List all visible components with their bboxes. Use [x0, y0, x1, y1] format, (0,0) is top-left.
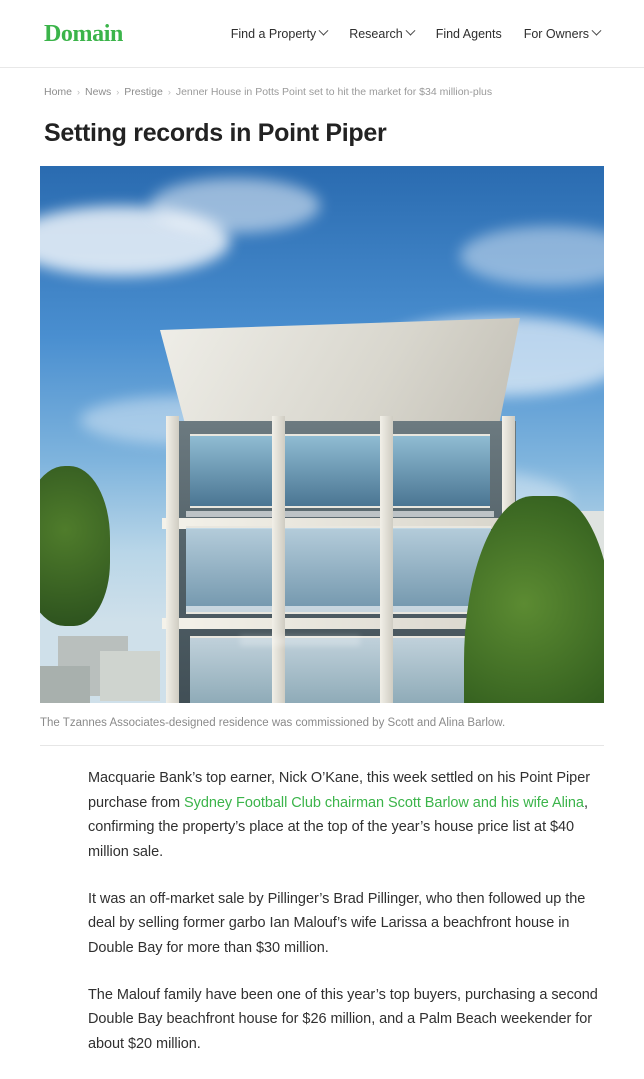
structural-column — [380, 416, 393, 703]
breadcrumb-item-news[interactable]: News — [85, 86, 112, 98]
breadcrumb-item-current[interactable]: Jenner House in Potts Point set to hit the market for $34 million-plus — [175, 86, 493, 98]
chevron-down-icon — [405, 26, 415, 36]
paragraph-text: Macquarie Bank’s top earner, Nick O’Kane, this week settled on his Point Piper purchase from — [88, 770, 590, 811]
upper-floor-glazing — [190, 434, 490, 508]
domain-logo[interactable]: Domain — [44, 20, 123, 47]
nav-item-find-a-property[interactable] — [231, 27, 327, 41]
nav-label: Find Agents — [435, 26, 502, 41]
breadcrumb-item-prestige[interactable]: Prestige — [124, 86, 163, 98]
breadcrumb-separator: › — [77, 87, 81, 97]
nav-item-find-agents[interactable] — [436, 27, 502, 41]
nav-item-research[interactable] — [349, 27, 414, 41]
nav-label: Research — [349, 26, 403, 41]
image-caption: The Tzannes Associates-designed residence was commissioned by Scott and Alina Barlow. — [40, 715, 604, 746]
cloud — [150, 178, 320, 233]
neighbouring-building — [40, 666, 90, 703]
middle-floor-glazing — [186, 526, 491, 614]
neighbouring-building — [100, 651, 160, 701]
article-paragraph — [88, 766, 600, 865]
paragraph-text: , confirming the property’s place at the top of the year’s house price list at $40 million sale. — [88, 794, 588, 861]
structural-column — [166, 416, 179, 703]
inline-link-barlow[interactable]: Sydney Football Club chairman Scott Barlow and his wife Alina — [184, 794, 584, 811]
breadcrumb-separator: › — [167, 87, 171, 97]
paragraph-text: It was an off-market sale by Pillinger’s Brad Pillinger, who then followed up the deal by selling former garbo Ian Malouf’s wife Larissa a beachfront house in Double Bay for more than $30 million. — [88, 890, 586, 956]
house-roof — [160, 318, 520, 438]
lower-floor-glazing — [190, 636, 490, 703]
balcony-railing — [186, 511, 494, 517]
chevron-down-icon — [592, 26, 602, 36]
article-hero-image — [40, 166, 604, 703]
article-paragraph — [88, 983, 600, 1057]
breadcrumb — [0, 68, 644, 98]
balcony-railing — [186, 606, 494, 612]
nav-item-for-owners[interactable] — [524, 27, 600, 41]
page-title: Setting records in Point Piper — [44, 119, 387, 147]
breadcrumb-item-home[interactable]: Home — [44, 86, 73, 98]
structural-column — [272, 416, 285, 703]
article-body — [44, 766, 600, 1056]
chevron-down-icon — [319, 26, 329, 36]
main-navigation — [231, 27, 600, 41]
nav-label: Find a Property — [230, 26, 317, 41]
hero-image-wrapper — [40, 166, 604, 703]
paragraph-text: The Malouf family have been one of this year’s top buyers, purchasing a second Double Bay beachfront house for $26 million, and a Palm Beach weekender for about $20 million. — [88, 986, 598, 1052]
terrace-furniture — [240, 636, 360, 646]
breadcrumb-separator: › — [116, 87, 120, 97]
nav-label: For Owners — [523, 26, 589, 41]
article-paragraph — [88, 887, 600, 961]
tree — [40, 466, 110, 626]
site-header — [0, 0, 644, 68]
